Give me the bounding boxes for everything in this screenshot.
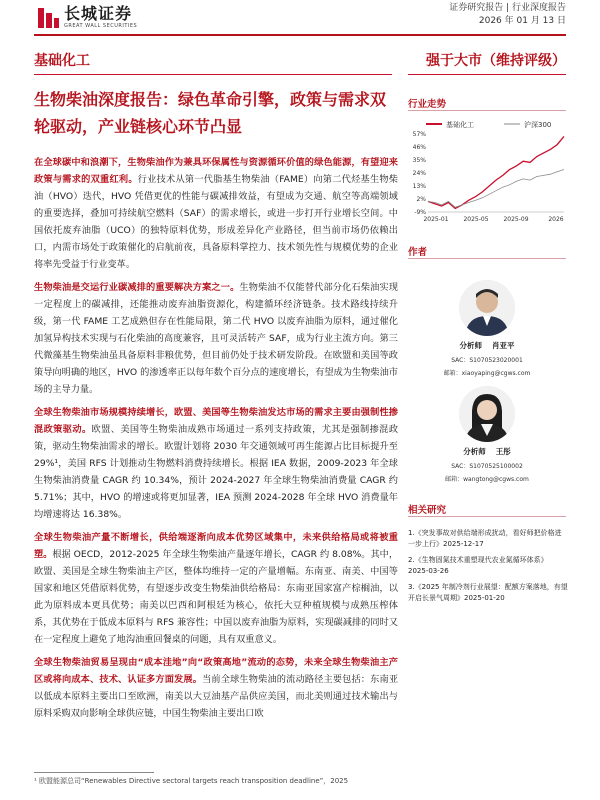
related-item[interactable]: 2.《生物固氮技术重塑现代农业氮循环体系》2025-03-26 [408,556,548,575]
paragraph-lead: 全球生物柴油贸易呈现由“成本洼地”向“政策高地”流动的态势，未来全球生物柴油主产区或将向成本、技术、认证多方面发展。 [34,657,398,685]
y-tick-label: 46% [412,144,426,151]
report-title: 生物柴油深度报告：绿色革命引擎，政策与需求双轮驱动，产业链核心环节凸显 [34,90,387,136]
author-name: 王彤 [495,447,511,456]
related-item[interactable]: 3.《2025 年制冷剂行业展望：配额方案落地，有望开启长景气周期》2025-01-20 [408,583,568,602]
logo-name-cn: 长城证券 [64,4,133,23]
header-divider [34,34,566,36]
related-list [408,528,568,609]
y-tick-label: 24% [412,170,426,177]
author-card [408,280,566,377]
author-name: 肖亚平 [492,341,515,350]
author-role: 分析师 [463,447,486,456]
related-heading: 相关研究 [408,505,447,516]
chart-legend [426,120,551,129]
author-email[interactable]: 邮箱：xiaoyaping@cgws.com [443,370,531,377]
trend-heading: 行业走势 [408,99,447,110]
related-divider [408,516,566,517]
rating-label: 强于大市（维持评级） [426,53,566,69]
paragraph-text: 根据 OECD，2012-2025 年全球生物柴油产量逐年增长，CAGR 约 8.08%。其中，欧盟、美国是全球生物柴油主产区，整体均维持一定的产量增幅。东南亚、南美、中国等国家和地区凭借原料优势，有望逐步改变生物柴油供给格局：东南亚国家富产棕榈油，以此为原料成本更具优势；南美以巴西和阿根廷为核心，依托大豆种植规模与成熟压榨体系，其优势在于低成本原料与 RFS 兼容性；中国以废弃油脂为原料，实现碳减排的同时又在一定程度上避免了地沟油重回餐桌的问题，具有双重意义。 [34,549,399,645]
y-tick-label: -9% [414,209,426,216]
author-title [408,340,566,351]
avatar [459,386,515,442]
x-tick-label: 2025-09 [503,216,529,223]
company-logo [36,6,137,30]
series-line-industry [428,136,564,208]
y-tick-label: 35% [412,157,426,164]
paragraph-lead: 全球生物柴油市场规模持续增长，欧盟、美国等生物柴油发达市场的需求主要由强制性掺混政策驱动。 [34,407,398,435]
paragraph-lead: 在全球碳中和浪潮下，生物柴油作为兼具环保属性与资源循环价值的绿色能源，有望迎来政策与需求的双重红利。 [34,157,398,185]
report-date: 2026 年 01 月 13 日 [478,16,566,26]
header-meta [449,2,566,28]
author-card [408,386,566,483]
logo-mark-icon [36,6,60,30]
paragraph-text: 欧盟、美国等生物柴油成熟市场通过一系列支持政策，尤其是强制掺混政策，驱动生物柴油需求的增长。欧盟计划将 2030 年交通领域可再生能源占比目标提升至 29%¹，美国 RFS 计划推动生物燃料消费持续增长。根据 IEA 数据，2009-2023 年全球生物柴油消费量 CAGR 约 10.34%，预计 2024-2027 年全球生物柴油消费量 CAGR 约 5.71%；其中，HVO 的增速或将更加显著，IEA 预测 2024-2028 年全球 HVO 消费量年均增速将达 16.38%。 [34,424,399,520]
author-email[interactable]: 邮箱：wangtong@cgws.com [445,476,529,483]
x-tick-label: 2026 [548,216,564,223]
section-divider-right [408,74,566,75]
paragraph-text: 生物柴油不仅能替代部分化石柴油实现一定程度上的碳减排，还能推动废弃油脂资源化，构建循环经济链条。技术路线持续升级，第一代 FAME 工艺成熟但存在性能局限，第二代 HVO 以废弃油脂为原料，通过催化加氢异构技术实现与石化柴油的高度兼容，且可灵活转产 SAF，成为行业主流方向。第三代微藻基生物柴油虽具备原料非粮优势，但目前仍处于技术研发阶段。在欧盟和美国等政策导向明确的地区，HVO 的渗透率正以每年数个百分点的速度增长，有望成为生物柴油市场的主导力量。 [34,282,399,395]
footnote-divider [34,772,154,773]
avatar [459,280,515,336]
x-axis [423,216,563,223]
person-icon [459,280,515,336]
footnote: ¹ 欧盟能源总司“Renewables Directive sectoral targets reach transposition deadline”，2025 [34,777,349,785]
author-role: 分析师 [459,341,482,350]
paragraph [34,654,398,722]
author-divider [408,258,566,259]
legend-label-industry: 基础化工 [446,121,474,129]
y-tick-label: 2% [416,196,426,203]
paragraph-text: 行业技术从第一代脂基生物柴油（FAME）向第二代烃基生物柴油（HVO）迭代，HVO 凭借更优的性能与碳减排效益，有望成为交通、航空等高端领域的重要选择，叠加可持续航空燃料（SAF）的需求增长，或进一步打开行业增长空间。中国依托废弃油脂（UCO）的独特原料优势，形成差异化产业路径，但当前市场仍依赖出口，内需市场处于政策催化的启航前夜，具备原料掌控力、技术领先性与规模优势的企业将率先受益于行业变革。 [34,174,398,270]
x-tick-label: 2025-01 [423,216,449,223]
paragraph [34,529,398,648]
industry-trend-chart [406,116,568,228]
author-heading: 作者 [408,247,428,258]
author-title [408,446,566,457]
section-divider-left [34,74,392,75]
paragraph-text: 当前全球生物柴油的流动路径主要包括：东南亚以低成本原料主要出口至欧洲，南美以大豆油基产品供应美国，而北美则通过技术输出与原料采购双向影响全球供应链，中国生物柴油主要出口欧 [34,674,399,719]
paragraph [34,279,398,398]
paragraph [34,404,398,523]
paragraph-lead: 生物柴油是交运行业碳减排的重要解决方案之一。 [34,282,240,293]
legend-label-index: 沪深300 [524,121,552,129]
series-line-index [428,170,564,208]
x-tick-label: 2025-05 [463,216,489,223]
related-item[interactable]: 1.《突发事故对供给端形成扰动，看好师把价格进一步上行》2025-12-17 [408,529,562,548]
author-sac: SAC：S1070523020001 [451,357,523,364]
y-tick-label: 13% [412,183,426,190]
logo-name-en: GREAT WALL SECURITIES [64,23,138,29]
person-icon [459,386,515,442]
paragraph [34,154,398,273]
industry-label: 基础化工 [34,53,90,69]
author-sac: SAC：S1070525100002 [451,463,523,470]
y-tick-label: 57% [412,131,426,138]
paragraph-lead: 全球生物柴油产量不断增长，供给端逐渐向成本优势区域集中，未来供给格局或将被重塑。 [34,532,398,560]
chart-series [428,136,564,208]
report-body [34,154,398,728]
trend-divider [408,110,566,111]
report-type: 证券研究报告 | 行业深度报告 [449,3,566,13]
